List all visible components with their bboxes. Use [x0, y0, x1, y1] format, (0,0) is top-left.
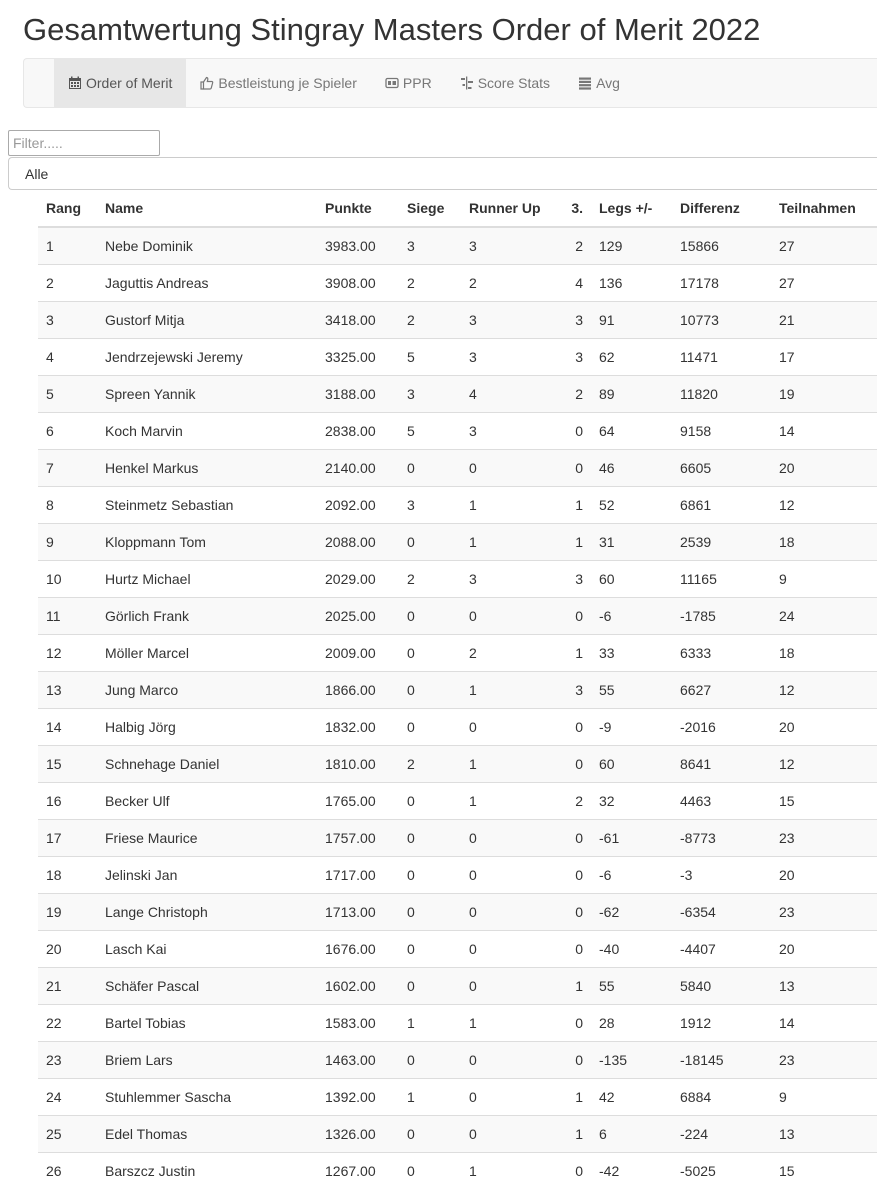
cell-rang: 7 — [38, 449, 97, 486]
cell-runner-up: 3 — [461, 227, 556, 264]
table-row — [38, 301, 877, 338]
table-row — [38, 412, 877, 449]
cell-name: Spreen Yannik — [97, 375, 317, 412]
cell-punkte: 1463.00 — [317, 1041, 399, 1078]
cell-teilnahmen: 21 — [771, 301, 877, 338]
table-row — [38, 375, 877, 412]
cell-runner-up: 1 — [461, 782, 556, 819]
cell-rang: 20 — [38, 930, 97, 967]
cell-punkte: 2092.00 — [317, 486, 399, 523]
cell-third: 2 — [556, 227, 591, 264]
cell-runner-up: 0 — [461, 1041, 556, 1078]
list-icon — [578, 76, 592, 90]
header-runner-up[interactable]: Runner Up — [461, 190, 556, 227]
cell-third: 3 — [556, 301, 591, 338]
cell-third: 0 — [556, 819, 591, 856]
cell-punkte: 1717.00 — [317, 856, 399, 893]
cell-legs: 42 — [591, 1078, 672, 1115]
table-row — [38, 597, 877, 634]
cell-legs: -40 — [591, 930, 672, 967]
cell-siege: 0 — [399, 1041, 461, 1078]
cell-siege: 5 — [399, 412, 461, 449]
cell-rang: 10 — [38, 560, 97, 597]
table-row — [38, 634, 877, 671]
cell-runner-up: 2 — [461, 634, 556, 671]
table-row — [38, 856, 877, 893]
table-row — [38, 745, 877, 782]
cell-differenz: 15866 — [672, 227, 771, 264]
cell-name: Koch Marvin — [97, 412, 317, 449]
cell-third: 4 — [556, 264, 591, 301]
cell-teilnahmen: 15 — [771, 1152, 877, 1189]
cell-punkte: 2838.00 — [317, 412, 399, 449]
cell-runner-up: 1 — [461, 486, 556, 523]
cell-teilnahmen: 9 — [771, 560, 877, 597]
cell-differenz: 6627 — [672, 671, 771, 708]
cell-third: 0 — [556, 597, 591, 634]
cell-runner-up: 3 — [461, 301, 556, 338]
cell-rang: 14 — [38, 708, 97, 745]
cell-legs: 129 — [591, 227, 672, 264]
tab-label: Avg — [596, 75, 620, 91]
cell-differenz: 4463 — [672, 782, 771, 819]
cell-punkte: 3418.00 — [317, 301, 399, 338]
cell-siege: 0 — [399, 782, 461, 819]
cell-runner-up: 1 — [461, 1152, 556, 1189]
cell-teilnahmen: 14 — [771, 412, 877, 449]
cell-runner-up: 1 — [461, 671, 556, 708]
cell-legs: 32 — [591, 782, 672, 819]
cell-rang: 16 — [38, 782, 97, 819]
cell-rang: 15 — [38, 745, 97, 782]
cell-differenz: 11471 — [672, 338, 771, 375]
cell-third: 2 — [556, 782, 591, 819]
table-header-row — [38, 190, 877, 227]
cell-teilnahmen: 12 — [771, 486, 877, 523]
cell-rang: 9 — [38, 523, 97, 560]
cell-runner-up: 0 — [461, 708, 556, 745]
cell-name: Becker Ulf — [97, 782, 317, 819]
cell-siege: 5 — [399, 338, 461, 375]
header-punkte[interactable]: Punkte — [317, 190, 399, 227]
cell-name: Steinmetz Sebastian — [97, 486, 317, 523]
cell-name: Nebe Dominik — [97, 227, 317, 264]
cell-differenz: 11820 — [672, 375, 771, 412]
cell-differenz: -5025 — [672, 1152, 771, 1189]
cell-rang: 6 — [38, 412, 97, 449]
cell-runner-up: 1 — [461, 523, 556, 560]
cell-legs: 91 — [591, 301, 672, 338]
table-row — [38, 819, 877, 856]
cell-punkte: 2029.00 — [317, 560, 399, 597]
cell-punkte: 2088.00 — [317, 523, 399, 560]
cell-third: 3 — [556, 671, 591, 708]
cell-third: 0 — [556, 745, 591, 782]
cell-teilnahmen: 27 — [771, 227, 877, 264]
cell-differenz: 2539 — [672, 523, 771, 560]
table-row — [38, 1041, 877, 1078]
cell-third: 3 — [556, 560, 591, 597]
ranking-table-container — [38, 190, 877, 1189]
cell-punkte: 3908.00 — [317, 264, 399, 301]
cell-name: Gustorf Mitja — [97, 301, 317, 338]
cell-differenz: -224 — [672, 1115, 771, 1152]
cell-third: 0 — [556, 930, 591, 967]
cell-rang: 5 — [38, 375, 97, 412]
cell-siege: 0 — [399, 930, 461, 967]
stats-icon — [460, 76, 474, 90]
cell-punkte: 1583.00 — [317, 1004, 399, 1041]
cell-third: 0 — [556, 856, 591, 893]
cell-name: Edel Thomas — [97, 1115, 317, 1152]
table-row — [38, 1004, 877, 1041]
cell-name: Lasch Kai — [97, 930, 317, 967]
cell-differenz: -6354 — [672, 893, 771, 930]
cell-siege: 0 — [399, 819, 461, 856]
cell-third: 0 — [556, 412, 591, 449]
cell-legs: -62 — [591, 893, 672, 930]
cell-teilnahmen: 20 — [771, 930, 877, 967]
navbar — [23, 58, 877, 108]
cell-siege: 0 — [399, 893, 461, 930]
cell-differenz: -4407 — [672, 930, 771, 967]
cell-legs: 62 — [591, 338, 672, 375]
cell-name: Halbig Jörg — [97, 708, 317, 745]
cell-teilnahmen: 23 — [771, 1041, 877, 1078]
cell-legs: -9 — [591, 708, 672, 745]
table-row — [38, 1078, 877, 1115]
table-row — [38, 264, 877, 301]
cell-rang: 24 — [38, 1078, 97, 1115]
table-body — [38, 227, 877, 1189]
cell-teilnahmen: 18 — [771, 523, 877, 560]
table-row — [38, 708, 877, 745]
cell-teilnahmen: 23 — [771, 819, 877, 856]
header-siege[interactable]: Siege — [399, 190, 461, 227]
cell-rang: 11 — [38, 597, 97, 634]
group-select[interactable] — [8, 157, 877, 190]
tab-label: PPR — [402, 75, 432, 91]
calendar-icon — [68, 76, 82, 90]
cell-differenz: 9158 — [672, 412, 771, 449]
cell-legs: -6 — [591, 856, 672, 893]
page-title: Gesamtwertung Stingray Masters Order of Merit 2022 — [23, 12, 761, 47]
cell-differenz: -18145 — [672, 1041, 771, 1078]
cell-punkte: 2025.00 — [317, 597, 399, 634]
cell-legs: 52 — [591, 486, 672, 523]
header-third[interactable]: 3. — [556, 190, 591, 227]
header-differenz[interactable]: Differenz — [672, 190, 771, 227]
cell-siege: 0 — [399, 671, 461, 708]
cell-runner-up: 3 — [461, 412, 556, 449]
table-row — [38, 1152, 877, 1189]
cell-rang: 26 — [38, 1152, 97, 1189]
cell-siege: 2 — [399, 264, 461, 301]
cell-rang: 13 — [38, 671, 97, 708]
cell-punkte: 1810.00 — [317, 745, 399, 782]
cell-runner-up: 1 — [461, 745, 556, 782]
cell-rang: 4 — [38, 338, 97, 375]
cell-name: Jung Marco — [97, 671, 317, 708]
cell-third: 1 — [556, 1115, 591, 1152]
cell-teilnahmen: 27 — [771, 264, 877, 301]
cell-differenz: -8773 — [672, 819, 771, 856]
cell-legs: 28 — [591, 1004, 672, 1041]
table-row — [38, 893, 877, 930]
cell-legs: 46 — [591, 449, 672, 486]
cell-legs: 6 — [591, 1115, 672, 1152]
cell-third: 0 — [556, 708, 591, 745]
cell-punkte: 1765.00 — [317, 782, 399, 819]
cell-runner-up: 0 — [461, 819, 556, 856]
cell-name: Stuhlemmer Sascha — [97, 1078, 317, 1115]
cell-legs: 136 — [591, 264, 672, 301]
tab-avg[interactable] — [564, 59, 634, 107]
cell-name: Lange Christoph — [97, 893, 317, 930]
cell-siege: 2 — [399, 301, 461, 338]
cell-punkte: 1866.00 — [317, 671, 399, 708]
cell-teilnahmen: 20 — [771, 856, 877, 893]
cell-rang: 8 — [38, 486, 97, 523]
cell-siege: 0 — [399, 1115, 461, 1152]
cell-teilnahmen: 23 — [771, 893, 877, 930]
cell-teilnahmen: 12 — [771, 671, 877, 708]
cell-legs: 33 — [591, 634, 672, 671]
cell-siege: 1 — [399, 1078, 461, 1115]
tab-order-of-merit[interactable] — [54, 59, 186, 107]
cell-third: 0 — [556, 1004, 591, 1041]
cell-punkte: 1392.00 — [317, 1078, 399, 1115]
cell-siege: 0 — [399, 634, 461, 671]
cell-name: Hurtz Michael — [97, 560, 317, 597]
cell-third: 3 — [556, 338, 591, 375]
cell-runner-up: 0 — [461, 1078, 556, 1115]
cell-siege: 2 — [399, 560, 461, 597]
cell-rang: 3 — [38, 301, 97, 338]
cell-rang: 2 — [38, 264, 97, 301]
cell-siege: 0 — [399, 523, 461, 560]
cell-teilnahmen: 9 — [771, 1078, 877, 1115]
cell-teilnahmen: 13 — [771, 1115, 877, 1152]
cell-legs: 60 — [591, 745, 672, 782]
cell-legs: 55 — [591, 967, 672, 1004]
ranking-table — [38, 190, 877, 1189]
thumbs-up-icon — [200, 76, 214, 90]
cell-runner-up: 0 — [461, 893, 556, 930]
cell-third: 1 — [556, 967, 591, 1004]
cell-name: Kloppmann Tom — [97, 523, 317, 560]
cell-punkte: 3188.00 — [317, 375, 399, 412]
cell-third: 2 — [556, 375, 591, 412]
cell-siege: 3 — [399, 375, 461, 412]
cell-differenz: 6333 — [672, 634, 771, 671]
cell-differenz: 8641 — [672, 745, 771, 782]
cell-rang: 1 — [38, 227, 97, 264]
cell-runner-up: 0 — [461, 597, 556, 634]
cell-runner-up: 2 — [461, 264, 556, 301]
cell-siege: 3 — [399, 486, 461, 523]
cell-legs: -61 — [591, 819, 672, 856]
cell-punkte: 1832.00 — [317, 708, 399, 745]
cell-runner-up: 0 — [461, 1115, 556, 1152]
cell-name: Jaguttis Andreas — [97, 264, 317, 301]
ppr-icon — [385, 76, 399, 90]
cell-legs: 31 — [591, 523, 672, 560]
cell-punkte: 1326.00 — [317, 1115, 399, 1152]
cell-name: Jendrzejewski Jeremy — [97, 338, 317, 375]
cell-rang: 19 — [38, 893, 97, 930]
cell-teilnahmen: 17 — [771, 338, 877, 375]
cell-name: Möller Marcel — [97, 634, 317, 671]
cell-punkte: 1267.00 — [317, 1152, 399, 1189]
cell-punkte: 2140.00 — [317, 449, 399, 486]
cell-teilnahmen: 20 — [771, 708, 877, 745]
cell-differenz: 10773 — [672, 301, 771, 338]
table-row — [38, 1115, 877, 1152]
cell-differenz: -2016 — [672, 708, 771, 745]
cell-runner-up: 1 — [461, 1004, 556, 1041]
cell-punkte: 1676.00 — [317, 930, 399, 967]
cell-teilnahmen: 13 — [771, 967, 877, 1004]
table-row — [38, 523, 877, 560]
group-select-value: Alle — [25, 166, 49, 182]
cell-third: 1 — [556, 1078, 591, 1115]
cell-siege: 0 — [399, 449, 461, 486]
cell-differenz: 1912 — [672, 1004, 771, 1041]
cell-legs: 60 — [591, 560, 672, 597]
cell-runner-up: 0 — [461, 449, 556, 486]
header-teilnahmen[interactable]: Teilnahmen — [771, 190, 877, 227]
cell-punkte: 2009.00 — [317, 634, 399, 671]
cell-siege: 2 — [399, 745, 461, 782]
cell-differenz: 11165 — [672, 560, 771, 597]
cell-punkte: 1713.00 — [317, 893, 399, 930]
table-row — [38, 671, 877, 708]
cell-name: Schäfer Pascal — [97, 967, 317, 1004]
header-legs[interactable]: Legs +/- — [591, 190, 672, 227]
table-row — [38, 967, 877, 1004]
tab-ppr[interactable] — [371, 59, 446, 107]
tab-label: Order of Merit — [86, 75, 173, 91]
nav-tabs — [54, 59, 634, 107]
cell-differenz: 5840 — [672, 967, 771, 1004]
cell-runner-up: 0 — [461, 967, 556, 1004]
cell-legs: -6 — [591, 597, 672, 634]
cell-rang: 12 — [38, 634, 97, 671]
cell-third: 0 — [556, 893, 591, 930]
tab-label: Bestleistung je Spieler — [218, 75, 357, 91]
cell-siege: 1 — [399, 1004, 461, 1041]
cell-name: Schnehage Daniel — [97, 745, 317, 782]
tab-score-stats[interactable] — [446, 59, 564, 107]
cell-legs: 55 — [591, 671, 672, 708]
cell-teilnahmen: 15 — [771, 782, 877, 819]
table-row — [38, 338, 877, 375]
cell-punkte: 3983.00 — [317, 227, 399, 264]
table-row — [38, 782, 877, 819]
cell-teilnahmen: 24 — [771, 597, 877, 634]
cell-teilnahmen: 14 — [771, 1004, 877, 1041]
cell-runner-up: 4 — [461, 375, 556, 412]
filter-input[interactable] — [8, 130, 160, 156]
cell-name: Görlich Frank — [97, 597, 317, 634]
cell-rang: 18 — [38, 856, 97, 893]
header-name[interactable]: Name — [97, 190, 317, 227]
table-row — [38, 930, 877, 967]
cell-name: Bartel Tobias — [97, 1004, 317, 1041]
header-rang[interactable]: Rang — [38, 190, 97, 227]
cell-third: 0 — [556, 1041, 591, 1078]
cell-runner-up: 0 — [461, 930, 556, 967]
cell-runner-up: 3 — [461, 560, 556, 597]
cell-siege: 0 — [399, 597, 461, 634]
cell-name: Henkel Markus — [97, 449, 317, 486]
cell-third: 1 — [556, 486, 591, 523]
cell-punkte: 3325.00 — [317, 338, 399, 375]
cell-name: Briem Lars — [97, 1041, 317, 1078]
cell-third: 0 — [556, 449, 591, 486]
table-row — [38, 486, 877, 523]
cell-siege: 0 — [399, 1152, 461, 1189]
cell-teilnahmen: 20 — [771, 449, 877, 486]
cell-differenz: 17178 — [672, 264, 771, 301]
cell-differenz: 6861 — [672, 486, 771, 523]
cell-legs: 64 — [591, 412, 672, 449]
cell-name: Friese Maurice — [97, 819, 317, 856]
cell-siege: 3 — [399, 227, 461, 264]
cell-legs: -135 — [591, 1041, 672, 1078]
cell-siege: 0 — [399, 708, 461, 745]
cell-teilnahmen: 18 — [771, 634, 877, 671]
cell-differenz: -3 — [672, 856, 771, 893]
cell-siege: 0 — [399, 967, 461, 1004]
table-row — [38, 560, 877, 597]
cell-punkte: 1602.00 — [317, 967, 399, 1004]
cell-rang: 21 — [38, 967, 97, 1004]
cell-runner-up: 0 — [461, 856, 556, 893]
cell-rang: 23 — [38, 1041, 97, 1078]
cell-teilnahmen: 12 — [771, 745, 877, 782]
cell-teilnahmen: 19 — [771, 375, 877, 412]
cell-rang: 17 — [38, 819, 97, 856]
cell-punkte: 1757.00 — [317, 819, 399, 856]
cell-differenz: 6884 — [672, 1078, 771, 1115]
cell-legs: -42 — [591, 1152, 672, 1189]
cell-third: 1 — [556, 523, 591, 560]
cell-runner-up: 3 — [461, 338, 556, 375]
tab-bestleistung[interactable] — [186, 59, 371, 107]
cell-differenz: 6605 — [672, 449, 771, 486]
cell-third: 0 — [556, 1152, 591, 1189]
cell-rang: 25 — [38, 1115, 97, 1152]
cell-rang: 22 — [38, 1004, 97, 1041]
cell-legs: 89 — [591, 375, 672, 412]
cell-name: Barszcz Justin — [97, 1152, 317, 1189]
cell-siege: 0 — [399, 856, 461, 893]
cell-differenz: -1785 — [672, 597, 771, 634]
table-row — [38, 449, 877, 486]
cell-name: Jelinski Jan — [97, 856, 317, 893]
tab-label: Score Stats — [477, 75, 551, 91]
cell-third: 1 — [556, 634, 591, 671]
table-row — [38, 227, 877, 264]
